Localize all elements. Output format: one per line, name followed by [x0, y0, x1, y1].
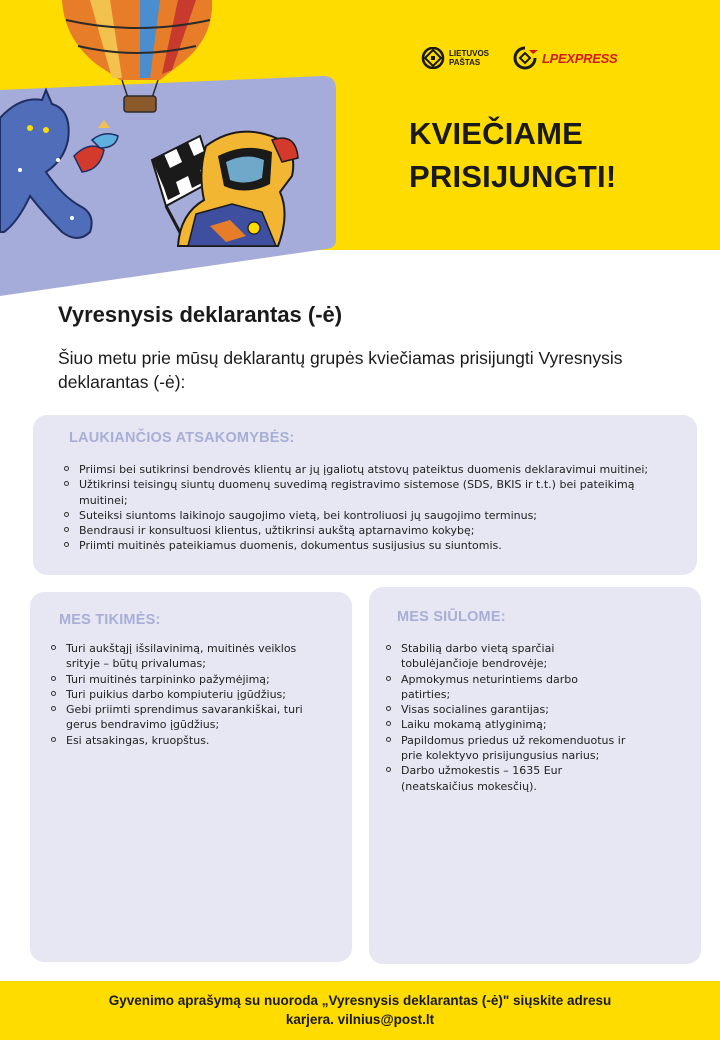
list-item: Bendrausi ir konsultuosi klientus, užtikrinsi aukštą aptarnavimo kokybę; [63, 523, 653, 538]
bullet-icon [386, 767, 391, 772]
list-item: Laiku mokamą atlyginimą; [385, 717, 630, 732]
logo-posta-line2: PAŠTAS [449, 58, 481, 67]
bullet-icon [51, 676, 56, 681]
list-item: Esi atsakingas, kruopštus. [50, 733, 326, 748]
lp-express-logo [511, 46, 617, 70]
bullet-icon [64, 527, 69, 532]
logo-lp-text: LPEXPRESS [542, 50, 618, 66]
offers-list [385, 641, 630, 794]
expectations-heading: MES TIKIMĖS: [59, 612, 161, 628]
hero-headline [409, 112, 616, 198]
responsibilities-card [33, 415, 697, 575]
list-item: Priimsi bei sutikrinsi bendrovės klientų ar jų įgaliotų atstovų pateiktus duomenis deklaravimui muitinei; [63, 462, 653, 477]
list-item: Turi aukštąjį išsilavinimą, muitinės veiklos srityje – būtų privalumas; [50, 641, 326, 672]
list-item: Turi muitinės tarpininko pažymėjimą; [50, 672, 326, 687]
bullet-icon [51, 706, 56, 711]
bullet-icon [51, 691, 56, 696]
bullet-icon [64, 542, 69, 547]
brand-logos [420, 44, 639, 72]
expectations-list [50, 641, 326, 748]
expectations-card [30, 592, 352, 962]
bullet-icon [64, 481, 69, 486]
list-item: Darbo užmokestis – 1635 Eur (neatskaičius mokesčių). [385, 763, 630, 794]
bullet-icon [386, 645, 391, 650]
lietuvos-pastas-logo [420, 47, 489, 69]
hero-line-2: PRISIJUNGTI! [409, 159, 617, 194]
bullet-icon [51, 645, 56, 650]
job-intro: Šiuo metu prie mūsų deklarantų grupės kviečiamas prisijungti Vyresnysis deklarantas (-ė): [58, 348, 623, 392]
logo-posta-line1: LIETUVOS [449, 49, 490, 58]
bullet-icon [386, 706, 391, 711]
list-item: Papildomus priedus už rekomenduotus ir prie kolektyvo prisijungusius narius; [385, 733, 630, 764]
list-item: Priimti muitinės pateikiamus duomenis, dokumentus susijusius su siuntomis. [63, 538, 653, 553]
list-item: Apmokymus neturintiems darbo patirties; [385, 672, 630, 703]
responsibilities-list [63, 462, 653, 554]
bullet-icon [64, 466, 69, 471]
footer-band [0, 981, 720, 1040]
hero-line-1: KVIEČIAME [409, 116, 584, 151]
job-title: Vyresnysis deklarantas (-ė) [58, 302, 343, 327]
offers-heading: MES SIŪLOME: [397, 609, 506, 625]
responsibilities-heading: LAUKIANČIOS ATSAKOMYBĖS: [69, 430, 295, 446]
posthorn-icon [420, 47, 446, 69]
list-item: Stabilią darbo vietą sparčiai tobulėjančioje bendrovėje; [385, 641, 630, 672]
footer-line-1: Gyvenimo aprašymą su nuoroda „Vyresnysis deklarantas (-ė)" siųskite adresu [108, 993, 612, 1008]
list-item: Gebi priimti sprendimus savarankiškai, turi gerus bendravimo įgūdžius; [50, 702, 326, 733]
list-item: Užtikrinsi teisingų siuntų duomenų suvedimą registravimo sistemose (SDS, BKIS ir t.t.) bei pateikimą muitinei; [63, 477, 653, 508]
bullet-icon [51, 737, 56, 742]
list-item: Visas socialines garantijas; [385, 702, 630, 717]
bullet-icon [386, 721, 391, 726]
bullet-icon [386, 676, 391, 681]
list-item: Suteiksi siuntoms laikinojo saugojimo vietą, bei kontroliuosi jų saugojimo terminus; [63, 508, 653, 523]
footer-email-link[interactable]: karjera. vilnius@post.lt [285, 1012, 435, 1027]
list-item: Turi puikius darbo kompiuteriu įgūdžius; [50, 687, 326, 702]
footer-text [0, 991, 720, 1029]
lp-express-mark-icon [511, 46, 539, 70]
bullet-icon [64, 512, 69, 517]
bullet-icon [386, 737, 391, 742]
offers-card [369, 587, 701, 964]
